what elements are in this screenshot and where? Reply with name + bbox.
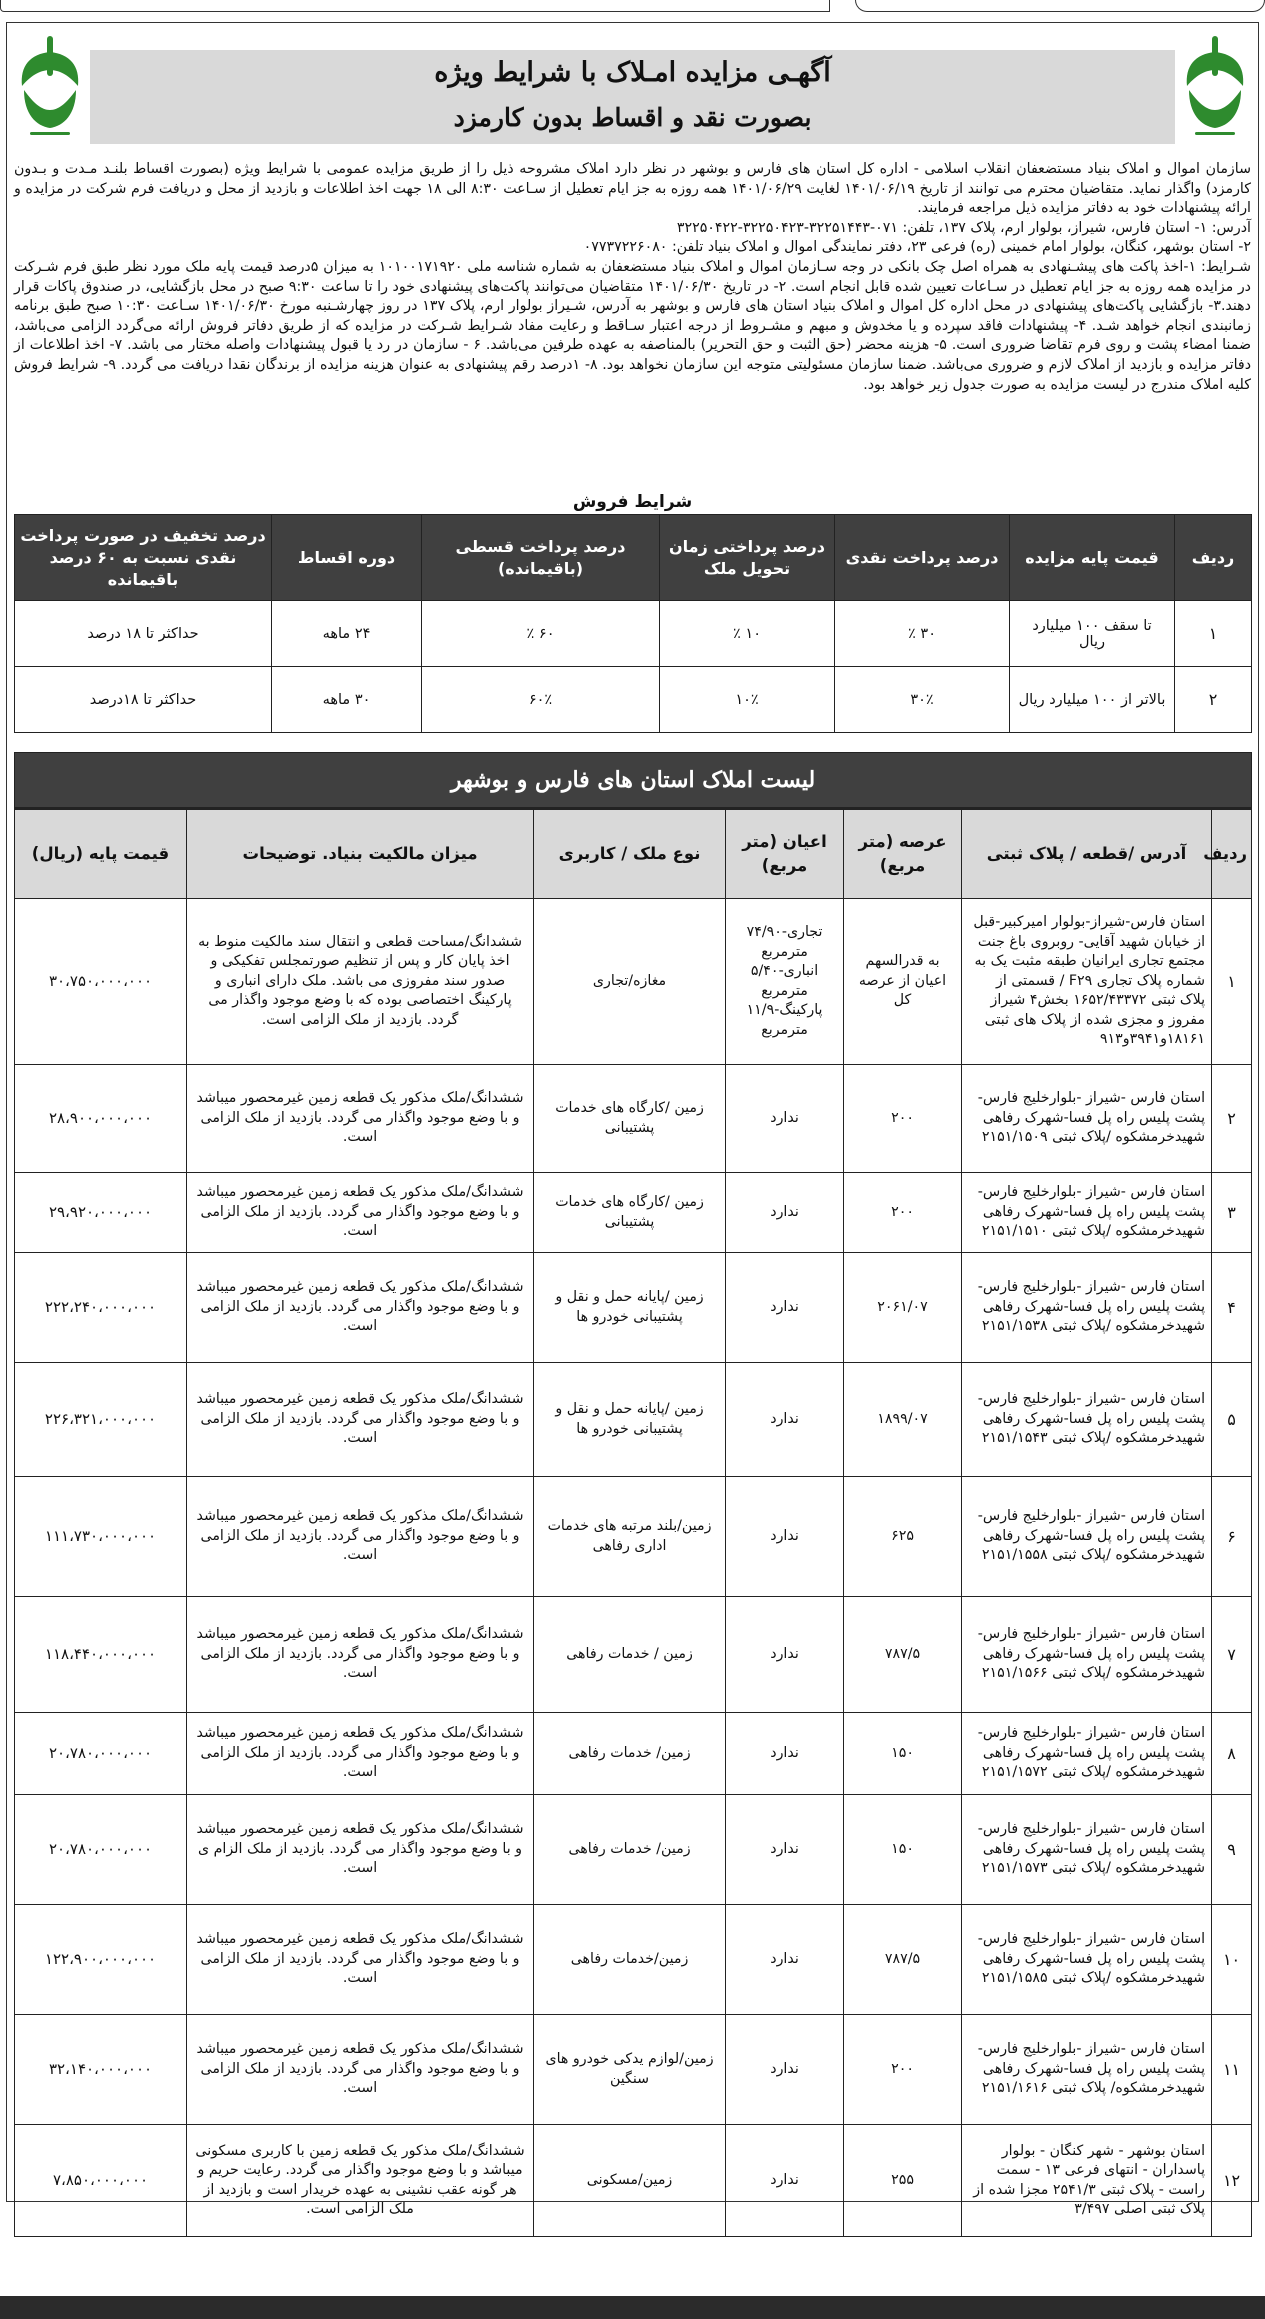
table-cell: ۲۵۵ bbox=[844, 2125, 962, 2237]
table-cell: ندارد bbox=[726, 1477, 844, 1597]
table-cell: ۳ bbox=[1212, 1173, 1252, 1253]
property-list-title: لیست املاک استان های فارس و بوشهر bbox=[15, 753, 1252, 809]
table-cell: ۹ bbox=[1212, 1795, 1252, 1905]
table-row bbox=[15, 1363, 1252, 1477]
table-cell: زمین/ خدمات رفاهی bbox=[534, 1713, 726, 1795]
top-edge-right-box bbox=[855, 0, 1265, 12]
bonyad-emblem-icon bbox=[10, 34, 90, 144]
table-cell: استان فارس -شیراز -بلوارخلیج فارس- پشت پلیس راه پل فسا-شهرک رفاهی شهیدخرمشکوه /پلاک ثبتی ۲۱۵۱/۱۵۸۵ bbox=[962, 1905, 1212, 2015]
table-cell: تا سقف ۱۰۰ میلیارد ریال bbox=[1010, 601, 1175, 667]
table-cell: حداکثر تا ۱۸ درصد bbox=[15, 601, 272, 667]
table-cell: ۷۸۷/۵ bbox=[844, 1905, 962, 2015]
table-cell: زمین/لوازم یدکی خودرو های سنگین bbox=[534, 2015, 726, 2125]
table-cell: استان فارس -شیراز -بلوارخلیج فارس- پشت پلیس راه پل فسا-شهرک رفاهی شهیدخرمشکوه /پلاک ثبتی ۲۱۵۱/۱۵۰۹ bbox=[962, 1065, 1212, 1173]
table-cell: زمین /پایانه حمل و نقل و پشتیبانی خودرو ها bbox=[534, 1363, 726, 1477]
table-cell: ۲ bbox=[1212, 1065, 1252, 1173]
column-header: ردیف bbox=[1175, 515, 1252, 601]
sales-conditions-table bbox=[14, 514, 1252, 733]
table-cell: ۱۱۱،۷۳۰،۰۰۰،۰۰۰ bbox=[15, 1477, 187, 1597]
table-cell: ۱۲۲،۹۰۰،۰۰۰،۰۰۰ bbox=[15, 1905, 187, 2015]
table-cell: زمین /پایانه حمل و نقل و پشتیبانی خودرو ها bbox=[534, 1253, 726, 1363]
table-cell: زمین/بلند مرتبه های خدمات اداری رفاهی bbox=[534, 1477, 726, 1597]
table-cell: ۱۲ bbox=[1212, 2125, 1252, 2237]
table-cell: ششدانگ/ملک مذکور یک قطعه زمین غیرمحصور میباشد و با وضع موجود واگذار می گردد. بازدید از ملک الزامی است. bbox=[187, 1713, 534, 1795]
table-cell: زمین/مسکونی bbox=[534, 2125, 726, 2237]
table-cell: ۳۰ ٪ bbox=[835, 601, 1010, 667]
table-row bbox=[15, 1477, 1252, 1597]
header bbox=[10, 30, 1255, 148]
table-cell: ۷،۸۵۰،۰۰۰،۰۰۰ bbox=[15, 2125, 187, 2237]
table-cell: حداکثر تا ۱۸درصد bbox=[15, 667, 272, 733]
table-cell: ششدانگ/ملک مذکور یک قطعه زمین غیرمحصور میباشد و با وضع موجود واگذار می گردد. بازدید از ملک الزام ی است. bbox=[187, 1795, 534, 1905]
table-row bbox=[15, 1795, 1252, 1905]
table-cell: ندارد bbox=[726, 1905, 844, 2015]
table-cell: استان فارس-شیراز-بولوار امیرکبیر-قبل از خیابان شهید آقایی- روبروی باغ جنت مجتمع تجاری ایرانیان طبقه مثبت یک به شماره پلاک تجاری F۲۹ / قسمتی از پلاک ثبتی ۱۶۵۲/۴۳۳۷۲ بخش۴ شیراز مفروز و مجزی شده از پلاک های ثبتی ۱۸۱۶۱و۳۹۴۱و۹۱۳ bbox=[962, 899, 1212, 1065]
table-cell: ندارد bbox=[726, 2015, 844, 2125]
page-subtitle: بصورت نقد و اقساط بدون کارمزد bbox=[453, 103, 812, 132]
table-cell: ۱۰ bbox=[1212, 1905, 1252, 2015]
table-cell: ۳۰ ماهه bbox=[272, 667, 422, 733]
table-row bbox=[15, 1253, 1252, 1363]
table-cell: مغازه/تجاری bbox=[534, 899, 726, 1065]
table-row bbox=[15, 1065, 1252, 1173]
table-cell: استان فارس -شیراز -بلوارخلیج فارس- پشت پلیس راه پل فسا-شهرک رفاهی شهیدخرمشکوه/ پلاک ثبتی ۲۱۵۱/۱۶۱۶ bbox=[962, 2015, 1212, 2125]
column-header: قیمت پایه مزایده bbox=[1010, 515, 1175, 601]
table-cell: ۲۸،۹۰۰،۰۰۰،۰۰۰ bbox=[15, 1065, 187, 1173]
address-bushehr: ۲- استان بوشهر، کنگان، بولوار امام خمینی (ره) فرعی ۲۳، دفتر نمایندگی اموال و املاک بنیاد تلفن: ۰۷۷۳۷۲۲۶۰۸۰ bbox=[583, 239, 1251, 256]
table-cell: ۲۹،۹۲۰،۰۰۰،۰۰۰ bbox=[15, 1173, 187, 1253]
table-row bbox=[15, 667, 1252, 733]
table-cell: ندارد bbox=[726, 1597, 844, 1713]
table-cell: استان فارس -شیراز -بلوارخلیج فارس- پشت پلیس راه پل فسا-شهرک رفاهی شهیدخرمشکوه /پلاک ثبتی ۲۱۵۱/۱۵۴۳ bbox=[962, 1363, 1212, 1477]
table-cell: ششدانگ/ملک مذکور یک قطعه زمین غیرمحصور میباشد و با وضع موجود واگذار می گردد. بازدید از ملک الزامی است. bbox=[187, 1253, 534, 1363]
column-header: میزان مالکیت بنیاد. توضیحات bbox=[187, 809, 534, 899]
table-cell: ۲۰۰ bbox=[844, 1065, 962, 1173]
table-cell: ندارد bbox=[726, 1713, 844, 1795]
table-cell: استان فارس -شیراز -بلوارخلیج فارس- پشت پلیس راه پل فسا-شهرک رفاهی شهیدخرمشکوه /پلاک ثبتی ۲۱۵۱/۱۵۵۸ bbox=[962, 1477, 1212, 1597]
table-cell: زمین/خدمات رفاهی bbox=[534, 1905, 726, 2015]
table-cell: ششدانگ/ملک مذکور یک قطعه زمین غیرمحصور میباشد و با وضع موجود واگذار می گردد. بازدید از ملک الزامی است. bbox=[187, 1065, 534, 1173]
intro-paragraph: سازمان اموال و املاک بنیاد مستضعفان انقلاب اسلامی - اداره کل استان های فارس و بوشهر در نظر دارد املاک مشروحه ذیل را از طریق مزایده عمومی با شرایط ویژه (بصورت اقساط بلنـد مـدت و بـدون کارمزد) واگذار نماید. متقاضیان محترم می توانند از تاریخ ۱۴۰۱/۰۶/۱۹ لغایت ۱۴۰۱/۰۶/۲۹ همه روزه به جز ایام تعطیل از سـاعت ۸:۳۰ الی ۱۸ جهت اخذ اطلاعات و بازدید از محل و دریافت فرم شرکت در مزایده و ارائه پیشنهادات خود به دفاتر مزایده ذیل مراجعه فرمایند. bbox=[14, 161, 1252, 217]
table-cell: ۱۰٪ bbox=[660, 667, 835, 733]
column-header: آدرس /قطعه / پلاک ثبتی bbox=[962, 809, 1212, 899]
table-cell: ۳۲،۱۴۰،۰۰۰،۰۰۰ bbox=[15, 2015, 187, 2125]
sales-conditions-title: شرایط فروش bbox=[572, 492, 693, 512]
table-cell: ۱۰ ٪ bbox=[660, 601, 835, 667]
bottom-bar bbox=[0, 2296, 1265, 2319]
table-cell: ۸ bbox=[1212, 1713, 1252, 1795]
column-header: ردیف bbox=[1212, 809, 1252, 899]
table-row bbox=[15, 1713, 1252, 1795]
table-cell: استان فارس -شیراز -بلوارخلیج فارس- پشت پلیس راه پل فسا-شهرک رفاهی شهیدخرمشکوه /پلاک ثبتی ۲۱۵۱/۱۵۱۰ bbox=[962, 1173, 1212, 1253]
column-header: دوره اقساط bbox=[272, 515, 422, 601]
table-row bbox=[15, 899, 1252, 1065]
property-list-table bbox=[14, 752, 1252, 2237]
table-header-row bbox=[15, 515, 1252, 601]
table-row bbox=[15, 1597, 1252, 1713]
table-cell: ششدانگ/ملک مذکور یک قطعه زمین غیرمحصور میباشد و با وضع موجود واگذار می گردد. بازدید از ملک الزامی است. bbox=[187, 1363, 534, 1477]
table-cell: ندارد bbox=[726, 1065, 844, 1173]
bonyad-emblem-icon bbox=[1175, 34, 1255, 144]
page-title: آگهـی مزایده امـلاک با شرایط ویژه bbox=[434, 57, 831, 88]
table-cell: به قدرالسهم اعیان از عرصه کل bbox=[844, 899, 962, 1065]
table-cell: زمین /کارگاه های خدمات پشتیبانی bbox=[534, 1065, 726, 1173]
table-cell: ششدانگ/ملک مذکور یک قطعه زمین غیرمحصور میباشد و با وضع موجود واگذار می گردد. بازدید از ملک الزامی است. bbox=[187, 2015, 534, 2125]
table-cell: استان فارس -شیراز -بلوارخلیج فارس- پشت پلیس راه پل فسا-شهرک رفاهی شهیدخرمشکوه /پلاک ثبتی ۲۱۵۱/۱۵۶۶ bbox=[962, 1597, 1212, 1713]
table-cell: زمین / خدمات رفاهی bbox=[534, 1597, 726, 1713]
table-cell: ششدانگ/ملک مذکور یک قطعه زمین غیرمحصور میباشد و با وضع موجود واگذار می گردد. بازدید از ملک الزامی است. bbox=[187, 1173, 534, 1253]
table-cell: بالاتر از ۱۰۰ میلیارد ریال bbox=[1010, 667, 1175, 733]
table-cell: ۶۰٪ bbox=[422, 667, 660, 733]
table-cell: ندارد bbox=[726, 1795, 844, 1905]
table-cell: تجاری-۷۴/۹۰ مترمربع انباری-۵/۴۰ مترمربع پارکینگ-۱۱/۹ مترمربع bbox=[726, 899, 844, 1065]
table-cell: ۲۰۰ bbox=[844, 1173, 962, 1253]
table-cell: ۵ bbox=[1212, 1363, 1252, 1477]
table-cell: زمین /کارگاه های خدمات پشتیبانی bbox=[534, 1173, 726, 1253]
table-cell: استان فارس -شیراز -بلوارخلیج فارس- پشت پلیس راه پل فسا-شهرک رفاهی شهیدخرمشکوه /پلاک ثبتی ۲۱۵۱/۱۵۳۸ bbox=[962, 1253, 1212, 1363]
table-cell: ۷۸۷/۵ bbox=[844, 1597, 962, 1713]
address-fars: آدرس: ۱- استان فارس، شیراز، بولوار ارم، پلاک ۱۳۷، تلفن: ۰۷۱-۳۲۲۵۱۴۴۳-۳۲۲۵۰۴۲۳-۳۲۲۵۰۴۲۲ bbox=[676, 219, 1251, 236]
table-cell: ۱۵۰ bbox=[844, 1713, 962, 1795]
intro-text bbox=[14, 160, 1251, 395]
table-cell: استان فارس -شیراز -بلوارخلیج فارس- پشت پلیس راه پل فسا-شهرک رفاهی شهیدخرمشکوه /پلاک ثبتی ۲۱۵۱/۱۵۷۳ bbox=[962, 1795, 1212, 1905]
table-cell: ۲۰،۷۸۰،۰۰۰،۰۰۰ bbox=[15, 1795, 187, 1905]
column-header: اعیان (متر مربع) bbox=[726, 809, 844, 899]
table-cell: ۲۰۰ bbox=[844, 2015, 962, 2125]
table-cell: ندارد bbox=[726, 1173, 844, 1253]
column-header: درصد تخفیف در صورت پرداخت نقدی نسبت به ۶۰ درصد باقیمانده bbox=[15, 515, 272, 601]
table-row bbox=[15, 2125, 1252, 2237]
column-header: نوع ملک / کاربری bbox=[534, 809, 726, 899]
table-cell: زمین/ خدمات رفاهی bbox=[534, 1795, 726, 1905]
table-cell: ندارد bbox=[726, 1253, 844, 1363]
column-header: درصد پرداخت نقدی bbox=[835, 515, 1010, 601]
table-cell: ۲۲۲،۲۴۰،۰۰۰،۰۰۰ bbox=[15, 1253, 187, 1363]
column-header: عرصه (متر مربع) bbox=[844, 809, 962, 899]
column-header: قیمت پایه (ریال) bbox=[15, 809, 187, 899]
title-band bbox=[90, 50, 1175, 144]
table-header-row bbox=[15, 809, 1252, 899]
table-cell: ندارد bbox=[726, 2125, 844, 2237]
table-cell: ششدانگ/ملک مذکور یک قطعه زمین غیرمحصور میباشد و با وضع موجود واگذار می گردد. بازدید از ملک الزامی است. bbox=[187, 1905, 534, 2015]
top-edge-lines bbox=[0, 0, 1265, 14]
table-cell: ۶۰ ٪ bbox=[422, 601, 660, 667]
table-row bbox=[15, 2015, 1252, 2125]
table-cell: ششدانگ/ملک مذکور یک قطعه زمین غیرمحصور میباشد و با وضع موجود واگذار می گردد. بازدید از ملک الزامی است. bbox=[187, 1597, 534, 1713]
table-cell: ۶ bbox=[1212, 1477, 1252, 1597]
table-cell: ششدانگ/ملک مذکور یک قطعه زمین با کاربری مسکونی میباشد و با وضع موجود واگذار می گردد. رعایت حریم و هر گونه عقب نشینی به عهده خریدار است و بازدید از ملک الزامی است. bbox=[187, 2125, 534, 2237]
table-row bbox=[15, 1173, 1252, 1253]
table-cell: ۲۲۶،۳۲۱،۰۰۰،۰۰۰ bbox=[15, 1363, 187, 1477]
table-cell: ۱۱ bbox=[1212, 2015, 1252, 2125]
column-header: درصد پرداختی زمان تحویل ملک bbox=[660, 515, 835, 601]
table-row bbox=[15, 601, 1252, 667]
table-cell: ششدانگ/مساحت قطعی و انتقال سند مالکیت منوط به اخذ پایان کار و پس از تنظیم صورتمجلس تفکیکی و صدور سند مفروزی می باشد. ملک دارای انباری و پارکینگ اختصاصی بوده که با وضع موجود واگذار می گردد. بازدید از ملک الزامی است. bbox=[187, 899, 534, 1065]
property-list-caption-row bbox=[15, 753, 1252, 809]
table-cell: ۲ bbox=[1175, 667, 1252, 733]
table-cell: ۲۴ ماهه bbox=[272, 601, 422, 667]
table-row bbox=[15, 1905, 1252, 2015]
table-cell: ۲۰۶۱/۰۷ bbox=[844, 1253, 962, 1363]
table-cell: ۳۰٪ bbox=[835, 667, 1010, 733]
column-header: درصد پرداخت قسطی (باقیمانده) bbox=[422, 515, 660, 601]
table-cell: ششدانگ/ملک مذکور یک قطعه زمین غیرمحصور میباشد و با وضع موجود واگذار می گردد. بازدید از ملک الزامی است. bbox=[187, 1477, 534, 1597]
table-cell: ۱ bbox=[1175, 601, 1252, 667]
table-cell: استان فارس -شیراز -بلوارخلیج فارس- پشت پلیس راه پل فسا-شهرک رفاهی شهیدخرمشکوه /پلاک ثبتی ۲۱۵۱/۱۵۷۲ bbox=[962, 1713, 1212, 1795]
table-cell: ۲۰،۷۸۰،۰۰۰،۰۰۰ bbox=[15, 1713, 187, 1795]
table-cell: ندارد bbox=[726, 1363, 844, 1477]
table-cell: ۳۰،۷۵۰،۰۰۰،۰۰۰ bbox=[15, 899, 187, 1065]
table-cell: ۱ bbox=[1212, 899, 1252, 1065]
table-cell: ۱۸۹۹/۰۷ bbox=[844, 1363, 962, 1477]
table-cell: ۷ bbox=[1212, 1597, 1252, 1713]
table-cell: استان بوشهر - شهر کنگان - بولوار پاسداران - انتهای فرعی ۱۳ - سمت راست - پلاک ثبتی ۲۵۴۱/۳ مجزا شده از پلاک ثبتی اصلی ۳/۴۹۷ bbox=[962, 2125, 1212, 2237]
table-cell: ۴ bbox=[1212, 1253, 1252, 1363]
table-cell: ۱۱۸،۴۴۰،۰۰۰،۰۰۰ bbox=[15, 1597, 187, 1713]
table-cell: ۱۵۰ bbox=[844, 1795, 962, 1905]
conditions-paragraph: شـرایط: ۱-اخذ پاکت های پیشـنهادی به همراه اصل چک بانکی در وجه سـازمان اموال و املاک بنیاد مستضعفان به شماره شناسه ملی ۱۰۱۰۰۱۷۱۹۲۰ به میزان ۵درصد قیمت پایه ملک مورد نظر طبق فرم شـرکت در مزایده همه روزه به جز ایام تعطیل در سـاعات تعیین شده قابل انجام است. ۲- در تاریخ ۱۴۰۱/۰۶/۳۰ متقاضیان می‌توانند پاکت‌های پیشنهادی خود را تا ساعت ۹:۳۰ صبح در محل بازگشایی، در صندوق پاکات قرار دهند.۳- بازگشایی پاکت‌های پیشنهادی در محل اداره کل اموال و املاک بنیاد استان های فارس و بوشهر به آدرس، شـیراز بولوار ارم، پلاک ۱۳۷ در روز چهارشـنبه مورخ ۱۴۰۱/۰۶/۳۰ سـاعت ۱۰:۳۰ صبح طبق برنامه زمانبندی انجام خواهد شـد. ۴- پیشنهادات فاقد سپرده و یا مخدوش و مبهم و مشـروط از درجه اعتبار سـاقط و رعایت مفاد شـرایط شـرکت در مزایده که از طریق دفاتر فروش ارائه می‌گردد الزامی می‌باشد، ضمنا امضاء پشت و روی فرم تقاضا ضروری است. ۵- هزینه محضر (حق الثبت و حق التحریر) بالمناصفه به عهده طرفین می‌باشد. ۶ - سازمان در رد یا قبول پیشنهادات واصله مختار می باشد. ۷- اخذ اطلاعات از دفاتر مزایده و بازدید از املاک لازم و ضروری می‌باشد. ضمنا سازمان مسئولیتی متوجه این سازمان نخواهد بود. ۸- ۱درصد رقم پیشنهادی به عنوان هزینه مزایده از برندگان نقدا دریافت می گردد. ۹- شرایط فروش کلیه املاک مندرج در لیست مزایده به صورت جدول زیر خواهد بود. bbox=[14, 258, 1252, 393]
table-cell: ۶۲۵ bbox=[844, 1477, 962, 1597]
top-edge-left-box bbox=[0, 0, 830, 12]
